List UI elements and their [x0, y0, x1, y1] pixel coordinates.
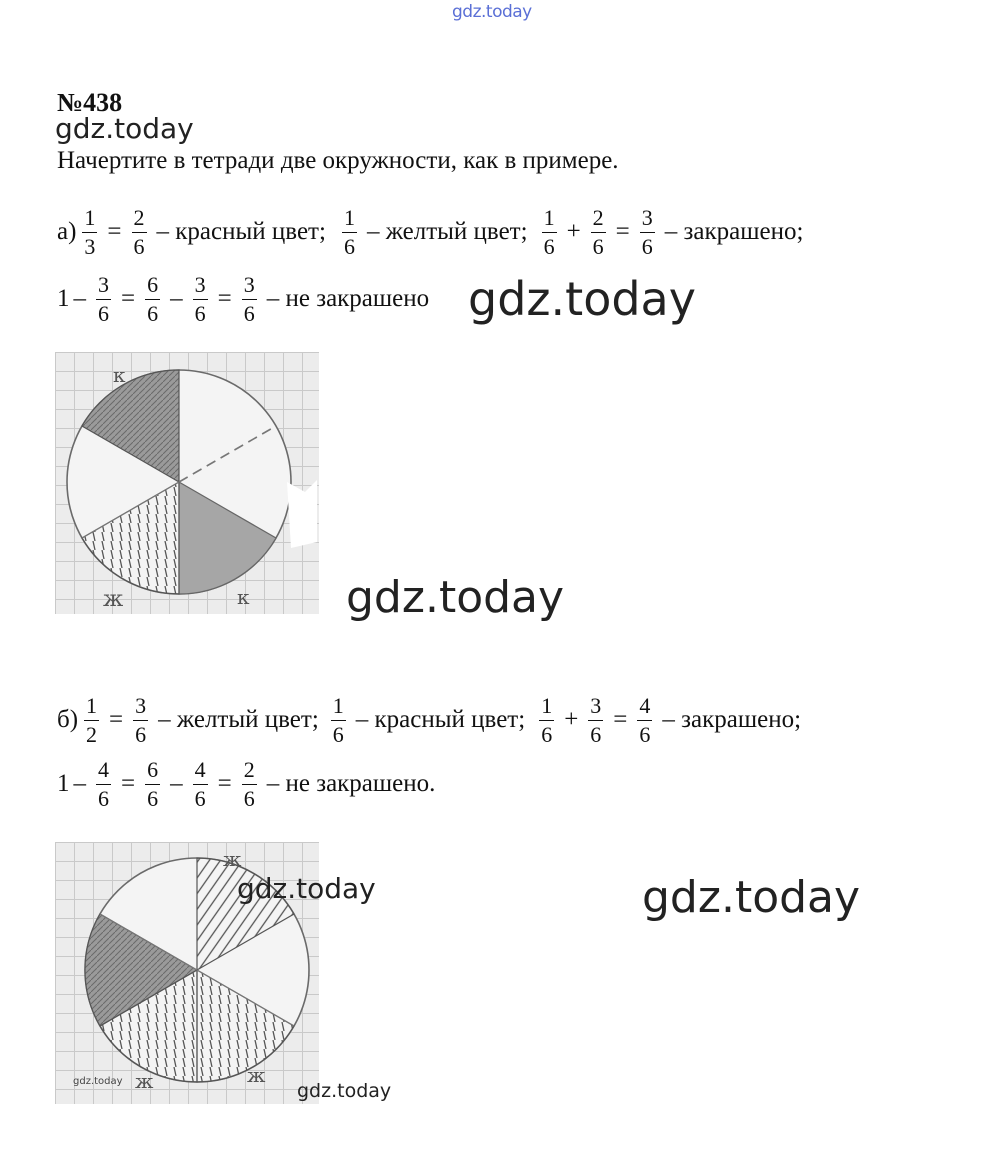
part-b-label: б) [57, 706, 79, 733]
shaded-label: – закрашено; [662, 706, 802, 733]
equals-sign: = [217, 770, 232, 797]
plus-sign: + [566, 218, 581, 245]
sketch-letter: ж [223, 847, 242, 871]
equals-sign: = [121, 285, 136, 312]
fraction: $\frac{1}{6}$ [343, 204, 355, 259]
top-watermark: gdz.today [452, 2, 532, 22]
equals-sign: = [107, 218, 122, 245]
fraction: $\frac{3}{6}$ [98, 271, 109, 326]
circle-sketch-a [55, 352, 319, 614]
watermark-line-a: gdz.today [468, 272, 696, 326]
problem-number: №438 [57, 88, 123, 117]
fraction: $\frac{3}{6}$ [243, 271, 255, 326]
fraction: $\frac{1}{6}$ [543, 204, 555, 259]
watermark-image-b: gdz.today [237, 872, 376, 905]
color-label: – красный цвет; [355, 706, 526, 733]
watermark-bottom: gdz.today [297, 1080, 392, 1102]
equals-sign: = [615, 218, 630, 245]
fraction: $\frac{4}{6}$ [194, 756, 206, 811]
color-label: – желтый цвет; [366, 218, 528, 245]
number-one: 1 [57, 770, 70, 797]
fraction: $\frac{2}{6}$ [243, 756, 255, 811]
fraction: $\frac{6}{6}$ [147, 271, 159, 326]
plus-sign: + [564, 706, 579, 733]
color-label: – красный цвет; [156, 218, 326, 245]
unshaded-label: – не закрашено. [266, 770, 436, 797]
fraction: $\frac{3}{6}$ [194, 271, 206, 326]
fraction: $\frac{4}{6}$ [639, 692, 651, 747]
watermark-under-title: gdz.today [55, 112, 194, 145]
part-b-line-1 [57, 688, 805, 752]
equals-sign: = [613, 706, 628, 733]
color-label: – желтый цвет; [158, 706, 319, 733]
minus-sign: – [170, 770, 183, 797]
fraction: $\frac{2}{6}$ [133, 204, 145, 259]
equals-sign: = [217, 285, 232, 312]
fraction: $\frac{4}{6}$ [98, 756, 109, 811]
watermark-image-b-small: gdz.today [73, 1076, 123, 1087]
equals-sign: = [109, 706, 124, 733]
unshaded-label: – не закрашено [266, 285, 430, 312]
fraction: $\frac{3}{6}$ [590, 692, 602, 747]
part-a-line-1 [57, 200, 807, 264]
minus-sign: – [73, 285, 86, 312]
fraction: $\frac{2}{6}$ [592, 204, 604, 259]
task-statement: Начертите в тетради две окружности, как в примере. [57, 147, 619, 174]
minus-sign: – [170, 285, 183, 312]
fraction: $\frac{1}{3}$ [84, 204, 96, 259]
minus-sign: – [73, 770, 86, 797]
sketch-letter: к [113, 363, 126, 387]
fraction: $\frac{1}{2}$ [86, 692, 98, 747]
watermark-right-b: gdz.today [642, 872, 861, 923]
circle-drawing-a [55, 352, 319, 614]
fraction: $\frac{3}{6}$ [641, 204, 653, 259]
sketch-letter: к [237, 585, 250, 609]
sketch-letter: ж [247, 1063, 266, 1087]
sketch-letter: ж [103, 587, 124, 612]
part-a-label: а) [57, 218, 77, 245]
watermark-image-a: gdz.today [346, 572, 565, 623]
part-a-line-2 [57, 267, 433, 331]
shaded-label: – закрашено; [664, 218, 804, 245]
equals-sign: = [121, 770, 136, 797]
fraction: $\frac{3}{6}$ [135, 692, 147, 747]
part-b-line-2 [57, 752, 439, 816]
number-one: 1 [57, 285, 70, 312]
sketch-letter: ж [135, 1069, 154, 1093]
fraction: $\frac{1}{6}$ [332, 692, 344, 747]
fraction: $\frac{6}{6}$ [147, 756, 159, 811]
fraction: $\frac{1}{6}$ [541, 692, 553, 747]
